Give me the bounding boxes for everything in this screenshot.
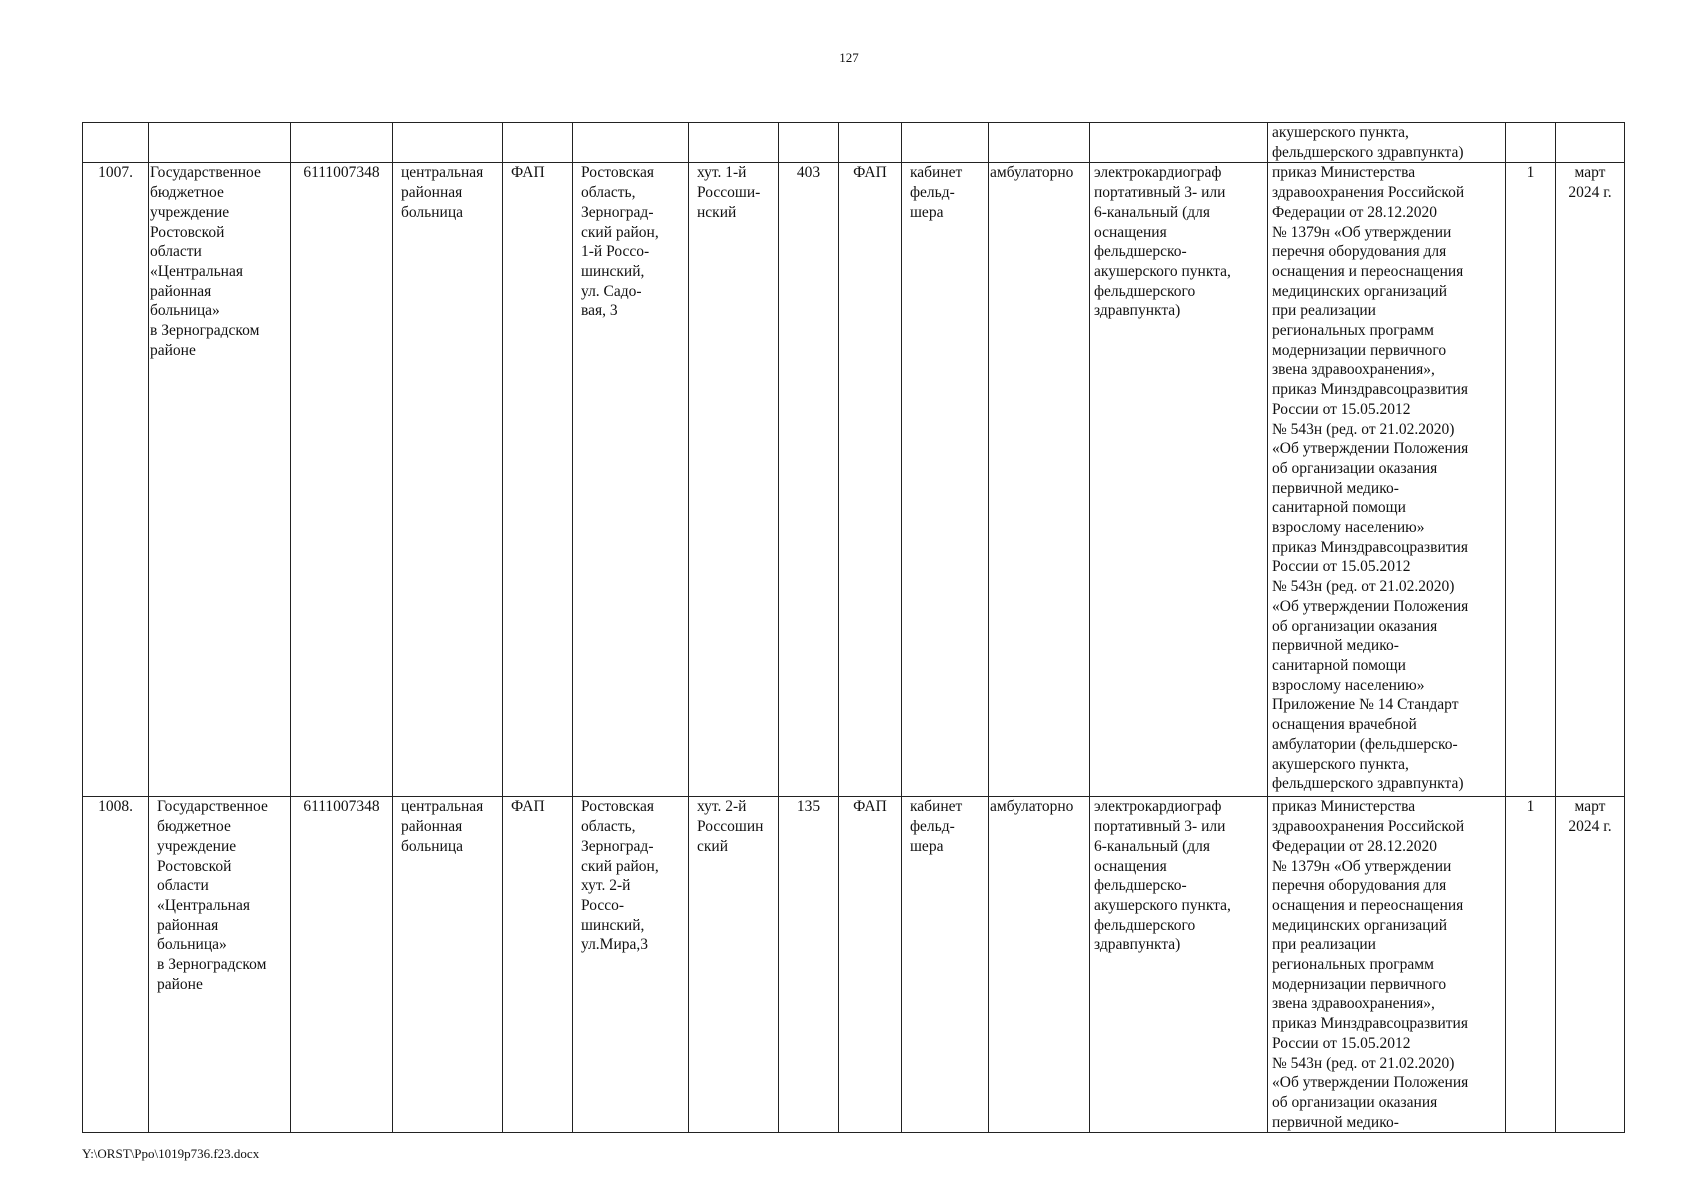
cell-care [989,123,1090,163]
cell-care: амбулаторно [989,163,1090,797]
cell-address [573,123,689,163]
cell-population: 135 [779,797,839,1133]
cell-care: амбулаторно [989,797,1090,1133]
cell-unit [503,123,573,163]
cell-org: Государственное бюджетное учреждение Ростовской области «Центральная районная больница» в Зерноградском районе [149,797,291,1133]
cell-qty [1506,123,1556,163]
page-number: 127 [839,50,859,65]
table-row-1008 [83,797,1625,1133]
cell-room [902,123,989,163]
table-row-1007 [83,163,1625,797]
cell-locality: хут. 1-й Россоши- нский [689,163,779,797]
cell-room: кабинет фельд- шера [902,797,989,1133]
cell-unit: ФАП [503,163,573,797]
cell-unit: ФАП [503,797,573,1133]
cell-org [149,123,291,163]
cell-division: ФАП [839,797,902,1133]
cell-inn [291,123,393,163]
cell-division [839,123,902,163]
cell-type: центральная районная больница [393,797,503,1133]
cell-equipment [1090,123,1268,163]
cell-population: 403 [779,163,839,797]
cell-date [1556,123,1625,163]
cell-locality: хут. 2-й Россошин ский [689,797,779,1133]
cell-equipment: электрокардиограф портативный 3- или 6-канальный (для оснащения фельдшерско- акушерского пункта, фельдшерского здравпункта) [1090,163,1268,797]
cell-room: кабинет фельд- шера [902,163,989,797]
cell-qty: 1 [1506,797,1556,1133]
cell-inn: 6111007348 [291,163,393,797]
cell-date: март 2024 г. [1556,163,1625,797]
cell-population [779,123,839,163]
cell-type: центральная районная больница [393,163,503,797]
cell-inn: 6111007348 [291,797,393,1133]
table-row-continuation [83,123,1625,163]
cell-num: 1007. [83,163,149,797]
cell-num: 1008. [83,797,149,1133]
cell-document: приказ Министерства здравоохранения Российской Федерации от 28.12.2020 № 1379н «Об утверждении перечня оборудования для оснащения и переоснащения медицинских организаций при реализации региональных программ модернизации первичного звена здравоохранения», приказ Минздравсоцразвития России от 15.05.2012 № 543н (ред. от 21.02.2020) «Об утверждении Положения об организации оказания первичной медико- [1268,797,1506,1133]
cell-document: приказ Министерства здравоохранения Российской Федерации от 28.12.2020 № 1379н «Об утверждении перечня оборудования для оснащения и переоснащения медицинских организаций при реализации региональных программ модернизации первичного звена здравоохранения», приказ Минздравсоцразвития России от 15.05.2012 № 543н (ред. от 21.02.2020) «Об утверждении Положения об организации оказания первичной медико- санитарной помощи взрослому населению» приказ Минздравсоцразвития России от 15.05.2012 № 543н (ред. от 21.02.2020) «Об утверждении Положения об организации оказания первичной медико- санитарной помощи взрослому населению» Приложение № 14 Стандарт оснащения врачебной амбулатории (фельдшерско- акушерского пункта, фельдшерского здравпункта) [1268,163,1506,797]
cell-division: ФАП [839,163,902,797]
cell-num [83,123,149,163]
footer-file-path: Y:\ORST\Ppo\1019p736.f23.docx [82,1146,260,1161]
cell-qty: 1 [1506,163,1556,797]
cell-address: Ростовская область, Зерноград- ский район, 1-й Россо- шинский, ул. Садо- вая, 3 [573,163,689,797]
cell-date: март 2024 г. [1556,797,1625,1133]
cell-equipment: электрокардиограф портативный 3- или 6-канальный (для оснащения фельдшерско- акушерского пункта, фельдшерского здравпункта) [1090,797,1268,1133]
cell-locality [689,123,779,163]
cell-org: Государственное бюджетное учреждение Ростовской области «Центральная районная больница» в Зерноградском районе [149,163,291,797]
cell-address: Ростовская область, Зерноград- ский район, хут. 2-й Россо- шинский, ул.Мира,3 [573,797,689,1133]
equipment-table [82,122,1625,1133]
cell-document: акушерского пункта, фельдшерского здравпункта) [1268,123,1506,163]
cell-type [393,123,503,163]
